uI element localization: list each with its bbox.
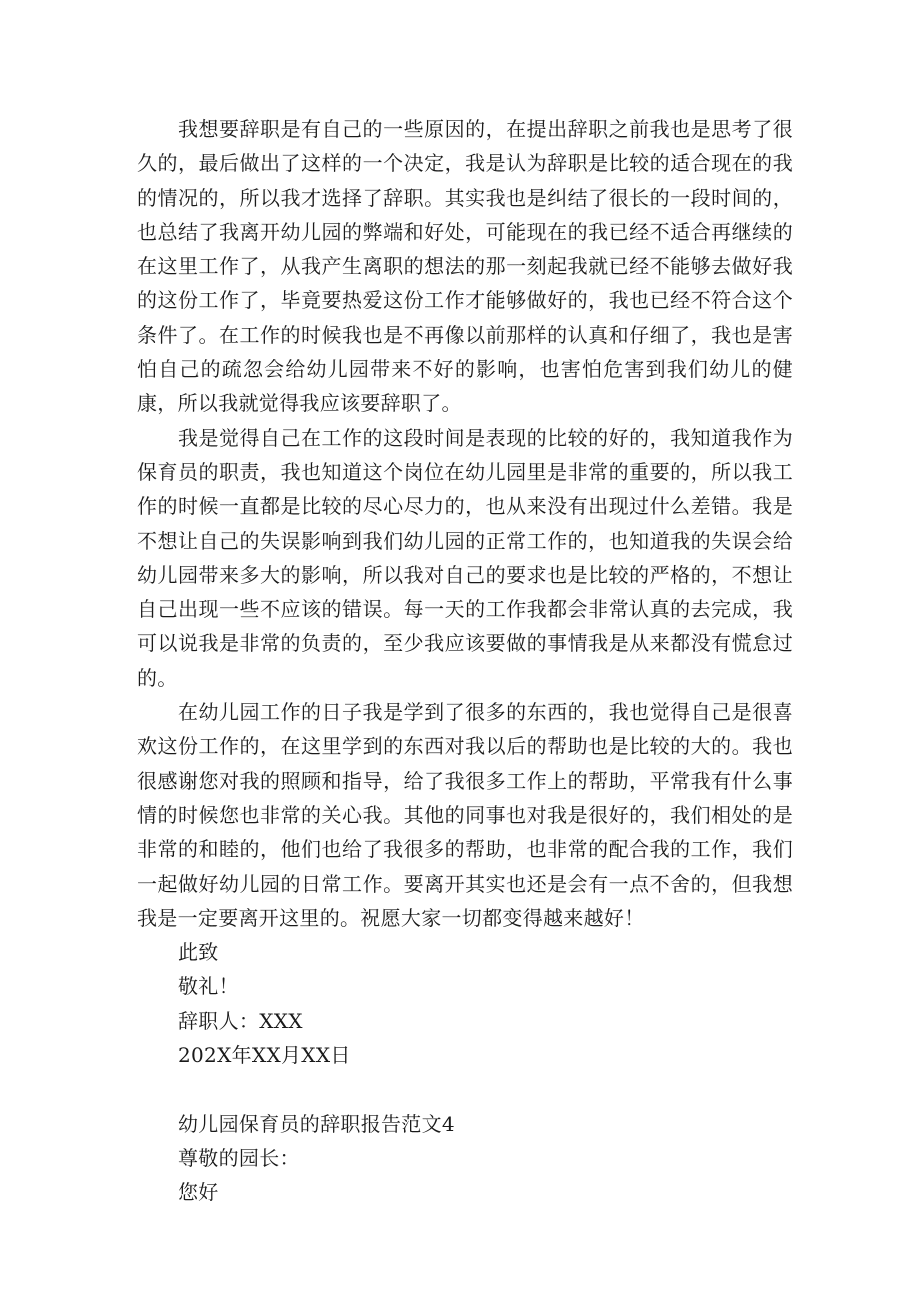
next-section-title: 幼儿园保育员的辞职报告范文4 [178,1111,455,1136]
date-line: 202X年XX月XX日 [178,1043,351,1068]
body-paragraph-1: 我想要辞职是有自己的一些原因的，在提出辞职之前我也是思考了很久的，最后做出了这样的一个决定，我是认为辞职是比较的适合现在的我的情况的，所以我才选择了辞职。其实我也是纠结了很长的一段时间的，也总结了我离开幼儿园的弊端和好处，可能现在的我已经不适合再继续的在这里工作了，从我产生离职的想法的那一刻起我就已经不能够去做好我的这份工作了，毕竟要热爱这份工作才能够做好的，我也已经不符合这个条件了。在工作的时候我也是不再像以前那样的认真和仔细了，我也是害怕自己的疏忽会给幼儿园带来不好的影响，也害怕危害到我们幼儿的健康，所以我就觉得我应该要辞职了。 [137,117,793,416]
body-paragraph-3: 在幼儿园工作的日子我是学到了很多的东西的，我也觉得自己是很喜欢这份工作的，在这里学到的东西对我以后的帮助也是比较的大的。我也很感谢您对我的照顾和指导，给了我很多工作上的帮助，平常我有什么事情的时候您也非常的关心我。其他的同事也对我是很好的，我们相处的是非常的和睦的，他们也给了我很多的帮助，也非常的配合我的工作，我们一起做好幼儿园的日常工作。要离开其实也还是会有一点不舍的，但我想我是一定要离开这里的。祝愿大家一切都变得越来越好！ [137,700,793,930]
next-section-hello: 您好 [178,1180,219,1205]
next-section-greeting: 尊敬的园长： [178,1145,300,1170]
closing-line: 此致 [178,940,219,965]
salute-line: 敬礼！ [178,974,239,999]
blank-line [137,1072,793,1106]
body-paragraph-2: 我是觉得自己在工作的这段时间是表现的比较的好的，我知道我作为保育员的职责，我也知道这个岗位在幼儿园里是非常的重要的，所以我工作的时候一直都是比较的尽心尽力的，也从来没有出现过什么差错。我是不想让自己的失误影响到我们幼儿园的正常工作的，也知道我的失误会给幼儿园带来多大的影响，所以我对自己的要求也是比较的严格的，不想让自己出现一些不应该的错误。每一天的工作我都会非常认真的去完成，我可以说我是非常的负责的，至少我应该要做的事情我是从来都没有慌怠过的。 [137,425,793,690]
signature-line: 辞职人：XXX [178,1008,303,1033]
document-page [137,112,793,1210]
